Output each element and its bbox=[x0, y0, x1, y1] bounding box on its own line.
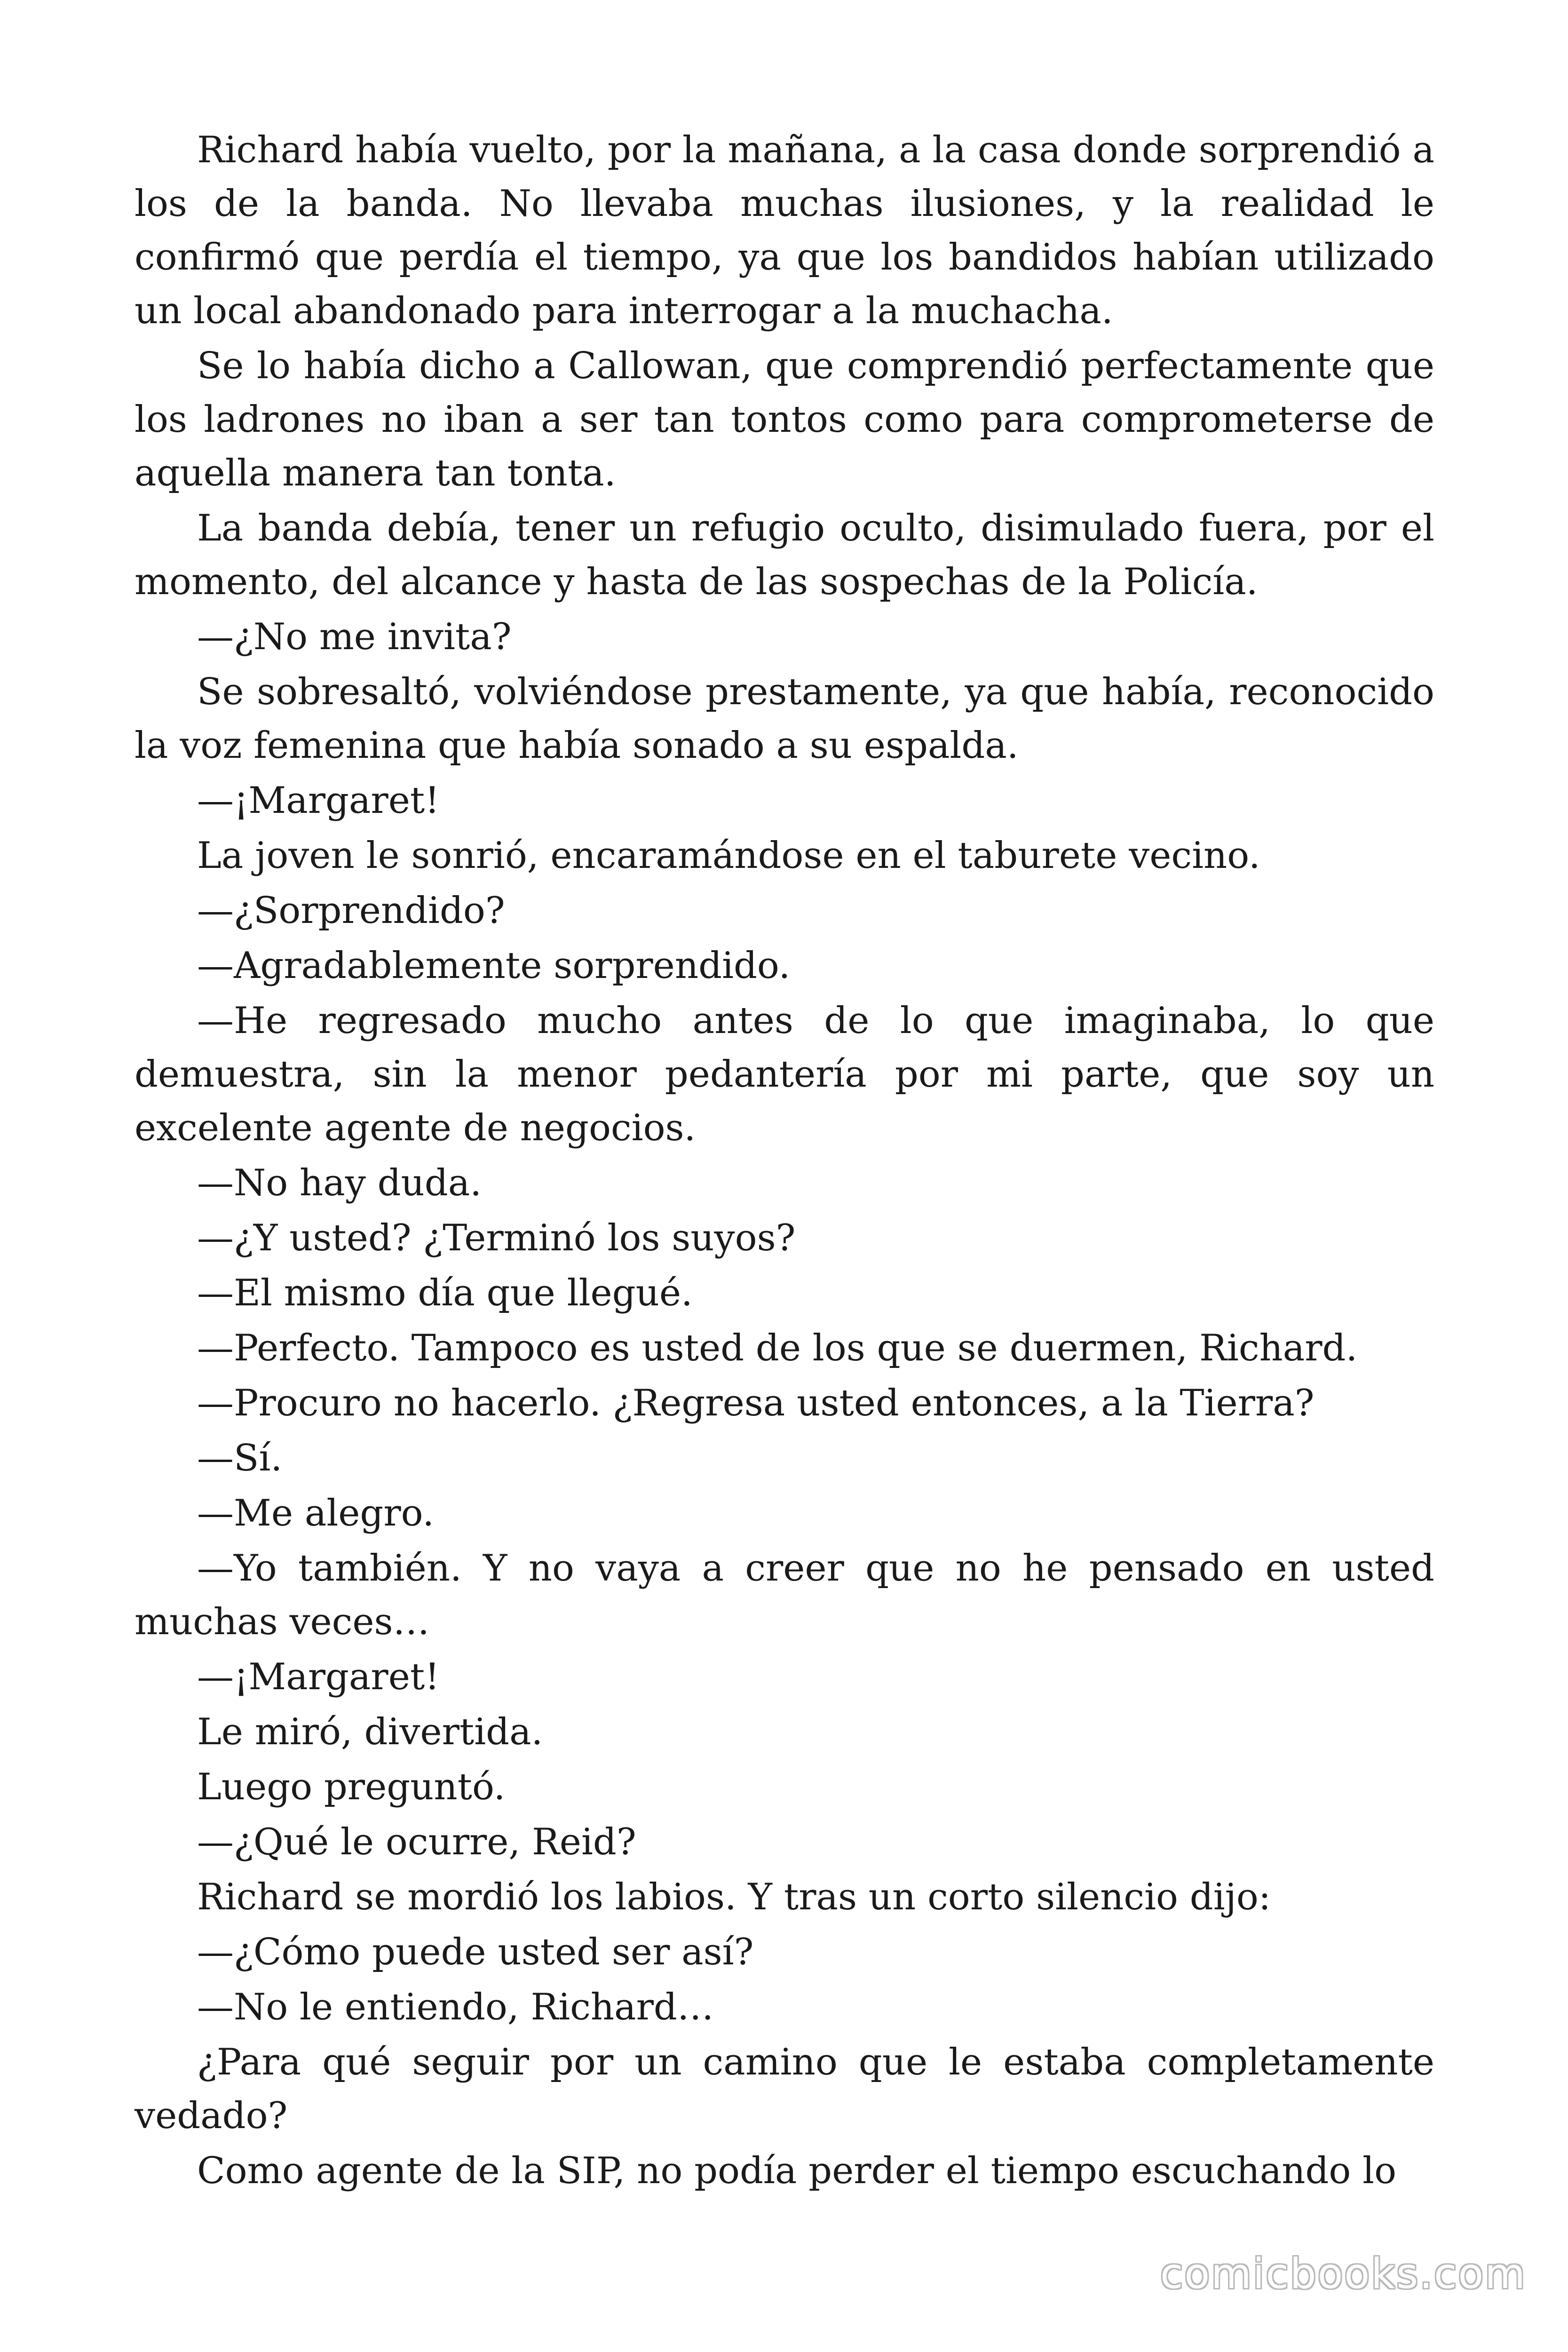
paragraph-1: Richard había vuelto, por la mañana, a la casa donde sorprendió a los de la banda. No llevaba muchas ilusiones, y la realidad le confirmó que perdía el tiempo, ya que los bandidos habían utilizado un local abandonado para interrogar a la muchacha. bbox=[135, 129, 1434, 332]
paragraph-10: —He regresado mucho antes de lo que imaginaba, lo que demuestra, sin la menor pedantería por mi parte, que soy un excelente agente de negocios. bbox=[135, 1000, 1434, 1149]
paragraph-15: —Procuro no hacerlo. ¿Regresa usted entonces, a la Tierra? bbox=[197, 1382, 1315, 1424]
paragraph-27: Como agente de la SIP, no podía perder el tiempo escuchando lo bbox=[197, 2150, 1397, 2192]
paragraph-24: —¿Cómo puede usted ser así? bbox=[197, 1931, 754, 1973]
paragraph-4: —¿No me invita? bbox=[197, 616, 512, 658]
paragraph-18: —Yo también. Y no vaya a creer que no he pensado en usted muchas veces… bbox=[135, 1547, 1434, 1643]
paragraph-14: —Perfecto. Tampoco es usted de los que se duermen, Richard. bbox=[197, 1327, 1358, 1369]
paragraph-21: Luego preguntó. bbox=[197, 1766, 506, 1808]
paragraph-13: —El mismo día que llegué. bbox=[197, 1272, 693, 1314]
paragraph-8: —¿Sorprendido? bbox=[197, 890, 505, 932]
paragraph-20: Le miró, divertida. bbox=[197, 1711, 543, 1753]
paragraph-5: Se sobresaltó, volviéndose prestamente, ya que había, reconocido la voz femenina que había sonado a su espalda. bbox=[135, 671, 1434, 767]
paragraph-12: —¿Y usted? ¿Terminó los suyos? bbox=[197, 1217, 796, 1259]
paragraph-16: —Sí. bbox=[197, 1437, 283, 1479]
paragraph-3: La banda debía, tener un refugio oculto, disimulado fuera, por el momento, del alcance y hasta de las sospechas de la Policía. bbox=[135, 507, 1434, 603]
body-text bbox=[135, 123, 1434, 2199]
paragraph-9: —Agradablemente sorprendido. bbox=[197, 945, 791, 987]
paragraph-6: —¡Margaret! bbox=[197, 779, 440, 822]
paragraph-2: Se lo había dicho a Callowan, que comprendió perfectamente que los ladrones no iban a ser tan tontos como para comprometerse de aquella manera tan tonta. bbox=[135, 345, 1434, 494]
paragraph-11: —No hay duda. bbox=[197, 1162, 482, 1204]
paragraph-19: —¡Margaret! bbox=[197, 1656, 440, 1698]
paragraph-25: —No le entiendo, Richard… bbox=[197, 1986, 714, 2028]
paragraph-17: —Me alegro. bbox=[197, 1492, 435, 1534]
paragraph-23: Richard se mordió los labios. Y tras un corto silencio dijo: bbox=[197, 1876, 1271, 1918]
paragraph-7: La joven le sonrió, encaramándose en el taburete vecino. bbox=[197, 834, 1260, 877]
paragraph-22: —¿Qué le ocurre, Reid? bbox=[197, 1821, 636, 1863]
watermark: comicbooks.com bbox=[1160, 2249, 1527, 2298]
paragraph-26: ¿Para qué seguir por un camino que le estaba completamente vedado? bbox=[135, 2041, 1434, 2137]
